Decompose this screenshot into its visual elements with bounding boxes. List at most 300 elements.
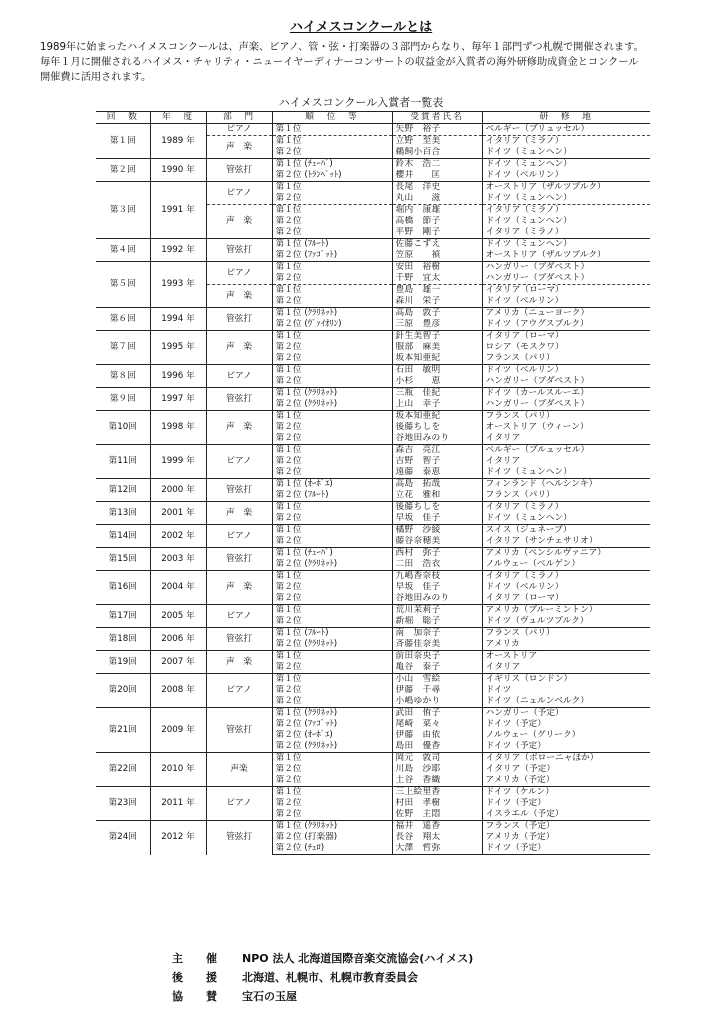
year-cell: 2010 年 <box>150 753 206 787</box>
study-place-cell: フランス（パリ） <box>482 411 650 423</box>
rank-cell: 第１位 (ﾌﾙｰﾄ) <box>272 239 392 251</box>
round-cell: 第10回 <box>96 411 150 445</box>
round-cell: 第18回 <box>96 628 150 651</box>
category-cell: ピアノ <box>206 445 272 479</box>
year-cell: 2006 年 <box>150 628 206 651</box>
rank-cell: 第１位 (ﾁｭｰﾊﾞ) <box>272 159 392 171</box>
category-cell: 管弦打 <box>206 548 272 571</box>
rank-cell: 第１位 <box>272 502 392 514</box>
rank-cell: 第２位 <box>272 376 392 388</box>
rank-cell: 第２位 <box>272 809 392 821</box>
round-cell: 第23回 <box>96 787 150 821</box>
study-place-cell: イタリア <box>482 662 650 674</box>
rank-cell: 第２位 <box>272 696 392 708</box>
study-place-cell: イタリア（ミラノ） <box>482 136 650 148</box>
study-place-cell: スイス（ジュネーブ） <box>482 525 650 537</box>
study-place-cell: ドイツ（ミュンヘン） <box>482 216 650 227</box>
study-place-cell: オーストリア（ザルツブルク） <box>482 182 650 194</box>
rank-cell: 第１位 <box>272 262 392 274</box>
rank-cell: 第２位 (ｵｰﾎﾞｴ) <box>272 730 392 741</box>
winner-name-cell: 石田 敏明 <box>392 365 482 377</box>
rank-cell: 第２位 <box>272 193 392 205</box>
table-row <box>96 628 650 640</box>
year-cell: 2003 年 <box>150 548 206 571</box>
study-place-cell: ハンガリー（ブダペスト） <box>482 399 650 411</box>
winner-name-cell: 荒川茉莉子 <box>392 605 482 617</box>
winner-name-cell: 島田 優香 <box>392 741 482 753</box>
study-place-cell: ドイツ（予定） <box>482 719 650 730</box>
page-title-text: ハイメスコンクールとは <box>289 20 433 35</box>
winner-name-cell: 針生美智子 <box>392 331 482 343</box>
rank-cell: 第２位 <box>272 147 392 159</box>
header-kai: 回 数 <box>96 112 150 124</box>
winner-name-cell: 小嶋ゆかり <box>392 696 482 708</box>
table-row <box>96 821 650 833</box>
category-cell: ピアノ <box>206 674 272 708</box>
rank-cell: 第２位 <box>272 456 392 467</box>
table-row <box>96 411 650 423</box>
rank-cell: 第１位 (ｸﾗﾘﾈｯﾄ) <box>272 308 392 320</box>
table-body <box>96 124 650 855</box>
study-place-cell: ハンガリー（ブダペスト） <box>482 262 650 274</box>
year-cell: 1996 年 <box>150 365 206 388</box>
year-cell: 2000 年 <box>150 479 206 502</box>
winner-name-cell: 福井 遥香 <box>392 821 482 833</box>
study-place-cell: ベルギー（ブルュッセル） <box>482 445 650 457</box>
table-row <box>96 674 650 686</box>
study-place-cell: アメリカ（ペンシルヴァニア） <box>482 548 650 560</box>
winner-name-cell: 後藤ちしを <box>392 502 482 514</box>
table-row <box>96 787 650 799</box>
table-row <box>96 525 650 537</box>
table-row <box>96 159 650 171</box>
category-cell: 声 楽 <box>206 285 272 308</box>
rank-cell: 第１位 (ﾁｭｰﾊﾞ) <box>272 548 392 560</box>
category-cell: 管弦打 <box>206 239 272 262</box>
round-cell: 第９回 <box>96 388 150 411</box>
year-cell: 2005 年 <box>150 605 206 628</box>
study-place-cell: ノルウェー（ベルゲン） <box>482 559 650 571</box>
winner-name-cell: 三上絵里香 <box>392 787 482 799</box>
rank-cell: 第２位 (ﾌｧｺﾞｯﾄ) <box>272 250 392 262</box>
header-year: 年 度 <box>150 112 206 124</box>
page-title <box>0 16 722 35</box>
year-cell: 1991 年 <box>150 182 206 239</box>
table-row <box>96 753 650 765</box>
study-place-cell: ドイツ（ミュンヘン） <box>482 239 650 251</box>
study-place-cell: イタリア（ミラノ） <box>482 205 650 217</box>
rank-cell: 第２位 <box>272 467 392 479</box>
winner-name-cell: 伊藤 千尋 <box>392 685 482 696</box>
rank-cell: 第２位 (ｸﾗﾘﾈｯﾄ) <box>272 741 392 753</box>
study-place-cell: イスラエル（予定） <box>482 809 650 821</box>
rank-cell: 第１位 <box>272 571 392 583</box>
study-place-cell: フランス（パリ） <box>482 353 650 365</box>
year-cell: 2004 年 <box>150 571 206 605</box>
study-place-cell: ドイツ（カールスルーエ） <box>482 388 650 400</box>
category-cell: 声楽 <box>206 753 272 787</box>
round-cell: 第15回 <box>96 548 150 571</box>
header-study-place: 研 修 地 <box>482 112 650 124</box>
study-place-cell: ドイツ（ヴュルツブルク） <box>482 616 650 628</box>
winner-name-cell: 立花 雅和 <box>392 490 482 502</box>
rank-cell: 第２位 <box>272 616 392 628</box>
footer-role: 主 催 <box>172 952 223 965</box>
study-place-cell: アメリカ <box>482 639 650 651</box>
rank-cell: 第２位 <box>272 353 392 365</box>
round-cell: 第２回 <box>96 159 150 182</box>
study-place-cell: イタリア <box>482 433 650 445</box>
table-row <box>96 708 650 720</box>
study-place-cell: ドイツ（ベルリン） <box>482 365 650 377</box>
rank-cell: 第２位 <box>272 685 392 696</box>
study-place-cell: ノルウェー（グリーク） <box>482 730 650 741</box>
footer-org: 宝石の玉屋 <box>242 990 297 1003</box>
study-place-cell: ドイツ（ベルリン） <box>482 582 650 593</box>
rank-cell: 第２位 (ﾄﾗﾝﾍﾟｯﾄ) <box>272 170 392 182</box>
winner-name-cell: 佐藤こずえ <box>392 239 482 251</box>
rank-cell: 第２位 <box>272 216 392 227</box>
study-place-cell: イタリア <box>482 456 650 467</box>
table-row <box>96 479 650 491</box>
round-cell: 第16回 <box>96 571 150 605</box>
footer-role: 後 援 <box>172 971 223 984</box>
study-place-cell: ドイツ（ミュンヘン） <box>482 513 650 525</box>
round-cell: 第３回 <box>96 182 150 239</box>
rank-cell: 第１位 <box>272 753 392 765</box>
winner-name-cell: 笠原 禎 <box>392 250 482 262</box>
rank-cell: 第２位 <box>272 593 392 605</box>
rank-cell: 第１位 <box>272 411 392 423</box>
table-row <box>96 239 650 251</box>
year-cell: 1995 年 <box>150 331 206 365</box>
study-place-cell: フランス（予定） <box>482 821 650 833</box>
header-rank: 順 位 等 <box>272 112 392 124</box>
table-row <box>96 651 650 663</box>
year-cell: 1989 年 <box>150 124 206 159</box>
rank-cell: 第１位 (ｸﾗﾘﾈｯﾄ) <box>272 821 392 833</box>
rank-cell: 第２位 <box>272 775 392 787</box>
round-cell: 第24回 <box>96 821 150 855</box>
study-place-cell: ドイツ（ミュンヘン） <box>482 467 650 479</box>
rank-cell: 第１位 <box>272 182 392 194</box>
study-place-cell: ドイツ（予定） <box>482 741 650 753</box>
winner-name-cell: 藤谷奈穂美 <box>392 536 482 548</box>
study-place-cell: アメリカ（予定） <box>482 775 650 787</box>
winner-name-cell: 後藤ちしを <box>392 422 482 433</box>
year-cell: 2007 年 <box>150 651 206 674</box>
study-place-cell: イタリア（ミラノ） <box>482 502 650 514</box>
study-place-cell: オーストリア（ウィーン） <box>482 422 650 433</box>
year-cell: 1990 年 <box>150 159 206 182</box>
winner-name-cell: 服部 麻美 <box>392 342 482 353</box>
footer-row <box>172 987 473 1006</box>
year-cell: 2008 年 <box>150 674 206 708</box>
winner-name-cell: 三原 豊彦 <box>392 319 482 331</box>
year-cell: 2011 年 <box>150 787 206 821</box>
study-place-cell: イタリア（ミラノ） <box>482 571 650 583</box>
winners-table <box>96 111 650 855</box>
winner-name-cell: 村田 孝樹 <box>392 798 482 809</box>
round-cell: 第14回 <box>96 525 150 548</box>
category-cell: ピアノ <box>206 787 272 821</box>
footer-role: 協 賛 <box>172 990 223 1003</box>
rank-cell: 第２位 (ｸﾗﾘﾈｯﾄ) <box>272 399 392 411</box>
table-row <box>96 182 650 194</box>
rank-cell: 第２位 <box>272 798 392 809</box>
study-place-cell: ドイツ（ベルリン） <box>482 296 650 308</box>
round-cell: 第７回 <box>96 331 150 365</box>
winner-name-cell: 武田 侑子 <box>392 708 482 720</box>
rank-cell: 第２位 <box>272 342 392 353</box>
winner-name-cell: 鈴木 浩二 <box>392 159 482 171</box>
category-cell: ピアノ <box>206 262 272 285</box>
table-title: ハイメスコンクール入賞者一覧表 <box>278 96 444 109</box>
rank-cell: 第１位 (ｸﾗﾘﾈｯﾄ) <box>272 388 392 400</box>
winner-name-cell: 坂本知亜紀 <box>392 411 482 423</box>
footer-org: NPO 法人 北海道国際音楽交流協会(ハイメス) <box>242 952 474 965</box>
round-cell: 第19回 <box>96 651 150 674</box>
winner-name-cell: 上山 幸子 <box>392 399 482 411</box>
category-cell: ピアノ <box>206 605 272 628</box>
winner-name-cell: 斉藤佳奈美 <box>392 639 482 651</box>
study-place-cell: ドイツ <box>482 685 650 696</box>
study-place-cell: オーストリア（ザルツブルク） <box>482 250 650 262</box>
study-place-cell: ドイツ（予定） <box>482 798 650 809</box>
category-cell: 管弦打 <box>206 821 272 855</box>
winner-name-cell: 豊島 雄一 <box>392 285 482 297</box>
category-cell: 声 楽 <box>206 331 272 365</box>
winner-name-cell: 鵜飼小百合 <box>392 147 482 159</box>
table-row <box>96 365 650 377</box>
rank-cell: 第１位 <box>272 285 392 297</box>
winner-name-cell: 小山 雪絵 <box>392 674 482 686</box>
study-place-cell: ドイツ（ミュンヘン） <box>482 193 650 205</box>
study-place-cell: ドイツ（ケルン） <box>482 787 650 799</box>
category-cell: 管弦打 <box>206 388 272 411</box>
rank-cell: 第１位 <box>272 525 392 537</box>
year-cell: 2001 年 <box>150 502 206 525</box>
study-place-cell: ハンガリー（予定） <box>482 708 650 720</box>
study-place-cell: ドイツ（ニュルンベルク） <box>482 696 650 708</box>
rank-cell: 第１位 <box>272 605 392 617</box>
winner-name-cell: 大澤 哲弥 <box>392 843 482 855</box>
rank-cell: 第２位 <box>272 513 392 525</box>
category-cell: 声 楽 <box>206 411 272 445</box>
rank-cell: 第２位 (ｸﾗﾘﾈｯﾄ) <box>272 639 392 651</box>
category-cell: 管弦打 <box>206 708 272 753</box>
winner-name-cell: 森吉 亮江 <box>392 445 482 457</box>
winner-name-cell: 高島 拓哉 <box>392 479 482 491</box>
study-place-cell: イタリア（ボローニャほか） <box>482 753 650 765</box>
winner-name-cell: 九嶋香奈枝 <box>392 571 482 583</box>
rank-cell: 第２位 (ﾌｧｺﾞｯﾄ) <box>272 719 392 730</box>
study-place-cell: イタリア（サンチェサリオ） <box>482 536 650 548</box>
winner-name-cell: 西村 弥子 <box>392 548 482 560</box>
rank-cell: 第２位 (打楽器) <box>272 832 392 843</box>
category-cell: ピアノ <box>206 365 272 388</box>
year-cell: 1997 年 <box>150 388 206 411</box>
rank-cell: 第１位 <box>272 124 392 136</box>
category-cell: ピアノ <box>206 182 272 205</box>
rank-cell: 第２位 (ｸﾗﾘﾈｯﾄ) <box>272 559 392 571</box>
study-place-cell: フランス（パリ） <box>482 628 650 640</box>
year-cell: 2002 年 <box>150 525 206 548</box>
winner-name-cell: 千野 宜太 <box>392 273 482 285</box>
rank-cell: 第１位 <box>272 365 392 377</box>
table-header-row <box>96 112 650 124</box>
table-row <box>96 262 650 274</box>
rank-cell: 第１位 <box>272 787 392 799</box>
winner-name-cell: 谷地田みのり <box>392 593 482 605</box>
winner-name-cell: 新堀 聡子 <box>392 616 482 628</box>
study-place-cell: イタリア（ローマ） <box>482 331 650 343</box>
year-cell: 1993 年 <box>150 262 206 308</box>
winner-name-cell: 坂本知亜紀 <box>392 353 482 365</box>
winner-name-cell: 立野 至美 <box>392 136 482 148</box>
rank-cell: 第１位 <box>272 331 392 343</box>
winner-name-cell: 亀谷 泰子 <box>392 662 482 674</box>
rank-cell: 第２位 (ﾌﾙｰﾄ) <box>272 490 392 502</box>
year-cell: 1994 年 <box>150 308 206 331</box>
study-place-cell: ロシア（モスクワ） <box>482 342 650 353</box>
winner-name-cell: 二田 浩衣 <box>392 559 482 571</box>
table-row <box>96 331 650 343</box>
footer-row <box>172 949 473 968</box>
study-place-cell: ハンガリー（ブダペスト） <box>482 376 650 388</box>
winner-name-cell: 谷地田みのり <box>392 433 482 445</box>
year-cell: 1999 年 <box>150 445 206 479</box>
winner-name-cell: 平野 剛子 <box>392 227 482 239</box>
year-cell: 1992 年 <box>150 239 206 262</box>
round-cell: 第８回 <box>96 365 150 388</box>
category-cell: 声 楽 <box>206 651 272 674</box>
winner-name-cell: 土谷 香織 <box>392 775 482 787</box>
category-cell: 管弦打 <box>206 308 272 331</box>
study-place-cell: イギリス（ロンドン） <box>482 674 650 686</box>
study-place-cell: アメリカ（ブルーミントン） <box>482 605 650 617</box>
winner-name-cell: 安田 裕樹 <box>392 262 482 274</box>
footer-org: 北海道、札幌市、札幌市教育委員会 <box>242 971 418 984</box>
winner-name-cell: 堀内 康雄 <box>392 205 482 217</box>
study-place-cell: ドイツ（アウグスブルク） <box>482 319 650 331</box>
rank-cell: 第２位 <box>272 662 392 674</box>
table-row <box>96 502 650 514</box>
round-cell: 第６回 <box>96 308 150 331</box>
rank-cell: 第２位 <box>272 536 392 548</box>
table-row <box>96 445 650 457</box>
rank-cell: 第１位 <box>272 674 392 686</box>
table-row <box>96 124 650 136</box>
study-place-cell: ドイツ（ミュンヘン） <box>482 159 650 171</box>
category-cell: 声 楽 <box>206 205 272 239</box>
study-place-cell: イタリア（予定） <box>482 764 650 775</box>
table-row <box>96 571 650 583</box>
winner-name-cell: 櫻井 匡 <box>392 170 482 182</box>
footer-credits <box>172 949 473 1006</box>
round-cell: 第17回 <box>96 605 150 628</box>
study-place-cell: ドイツ（ベルリン） <box>482 170 650 182</box>
year-cell: 2009 年 <box>150 708 206 753</box>
winner-name-cell: 長谷 翔太 <box>392 832 482 843</box>
winner-name-cell: 矢野 裕子 <box>392 124 482 136</box>
round-cell: 第12回 <box>96 479 150 502</box>
rank-cell: 第１位 <box>272 445 392 457</box>
winner-name-cell: 橘野 沙綾 <box>392 525 482 537</box>
category-cell: 声 楽 <box>206 502 272 525</box>
winner-name-cell: 南 加奈子 <box>392 628 482 640</box>
study-place-cell: ハンガリー（ブダペスト） <box>482 273 650 285</box>
year-cell: 1998 年 <box>150 411 206 445</box>
rank-cell: 第１位 (ｸﾗﾘﾈｯﾄ) <box>272 708 392 720</box>
winner-name-cell: 三瓶 佳紀 <box>392 388 482 400</box>
winner-name-cell: 早坂 佳子 <box>392 582 482 593</box>
category-cell: ピアノ <box>206 124 272 136</box>
winner-name-cell: 森川 栄子 <box>392 296 482 308</box>
winner-name-cell: 伊藤 由依 <box>392 730 482 741</box>
winner-name-cell: 丸山 滋 <box>392 193 482 205</box>
round-cell: 第５回 <box>96 262 150 308</box>
study-place-cell: ドイツ（ミュンヘン） <box>482 147 650 159</box>
round-cell: 第11回 <box>96 445 150 479</box>
winner-name-cell: 長尾 洋史 <box>392 182 482 194</box>
winner-name-cell: 前田奈央子 <box>392 651 482 663</box>
winner-name-cell: 早坂 佳子 <box>392 513 482 525</box>
winner-name-cell: 川島 沙耶 <box>392 764 482 775</box>
round-cell: 第13回 <box>96 502 150 525</box>
round-cell: 第１回 <box>96 124 150 159</box>
table-row <box>96 308 650 320</box>
rank-cell: 第２位 <box>272 273 392 285</box>
winner-name-cell: 尾崎 菜々 <box>392 719 482 730</box>
rank-cell: 第２位 (ﾁｪﾛ) <box>272 843 392 855</box>
intro-paragraph: 1989年に始まったハイメスコンクールは、声楽、ピアノ、管・弦・打楽器の３部門からなり、毎年１部門ずつ札幌で開催されます。 毎年１月に開催されるハイメス・チャリティ・ニューイヤーディナーコンサートの収益金が入賞者の海外研修助成資金とコンクール 開催費に活用されます。 <box>40 42 644 83</box>
table-row <box>96 388 650 400</box>
rank-cell: 第２位 <box>272 582 392 593</box>
rank-cell: 第２位 <box>272 764 392 775</box>
rank-cell: 第１位 <box>272 136 392 148</box>
header-category: 部 門 <box>206 112 272 124</box>
study-place-cell: イタリア（ミラノ） <box>482 227 650 239</box>
winner-name-cell: 小杉 恵 <box>392 376 482 388</box>
rank-cell: 第２位 <box>272 433 392 445</box>
winner-name-cell: 高橋 節子 <box>392 216 482 227</box>
study-place-cell: フランス（パリ） <box>482 490 650 502</box>
year-cell: 2012 年 <box>150 821 206 855</box>
rank-cell: 第１位 <box>272 205 392 217</box>
round-cell: 第21回 <box>96 708 150 753</box>
round-cell: 第４回 <box>96 239 150 262</box>
rank-cell: 第２位 <box>272 422 392 433</box>
rank-cell: 第２位 <box>272 227 392 239</box>
category-cell: 管弦打 <box>206 628 272 651</box>
winner-name-cell: 佐野 主悶 <box>392 809 482 821</box>
winner-name-cell: 吉野 智子 <box>392 456 482 467</box>
winner-name-cell: 遠藤 泰恵 <box>392 467 482 479</box>
header-winner: 受賞者氏名 <box>392 112 482 124</box>
category-cell: 管弦打 <box>206 159 272 182</box>
winner-name-cell: 高島 敦子 <box>392 308 482 320</box>
rank-cell: 第１位 <box>272 651 392 663</box>
rank-cell: 第１位 (ﾌﾙｰﾄ) <box>272 628 392 640</box>
winner-name-cell: 岡元 敦司 <box>392 753 482 765</box>
study-place-cell: アメリカ（ニューヨーク） <box>482 308 650 320</box>
study-place-cell: アメリカ（予定） <box>482 832 650 843</box>
study-place-cell: イタリア（ローマ） <box>482 285 650 297</box>
table-row <box>96 548 650 560</box>
category-cell: 管弦打 <box>206 479 272 502</box>
study-place-cell: フィンランド（ヘルシンキ） <box>482 479 650 491</box>
